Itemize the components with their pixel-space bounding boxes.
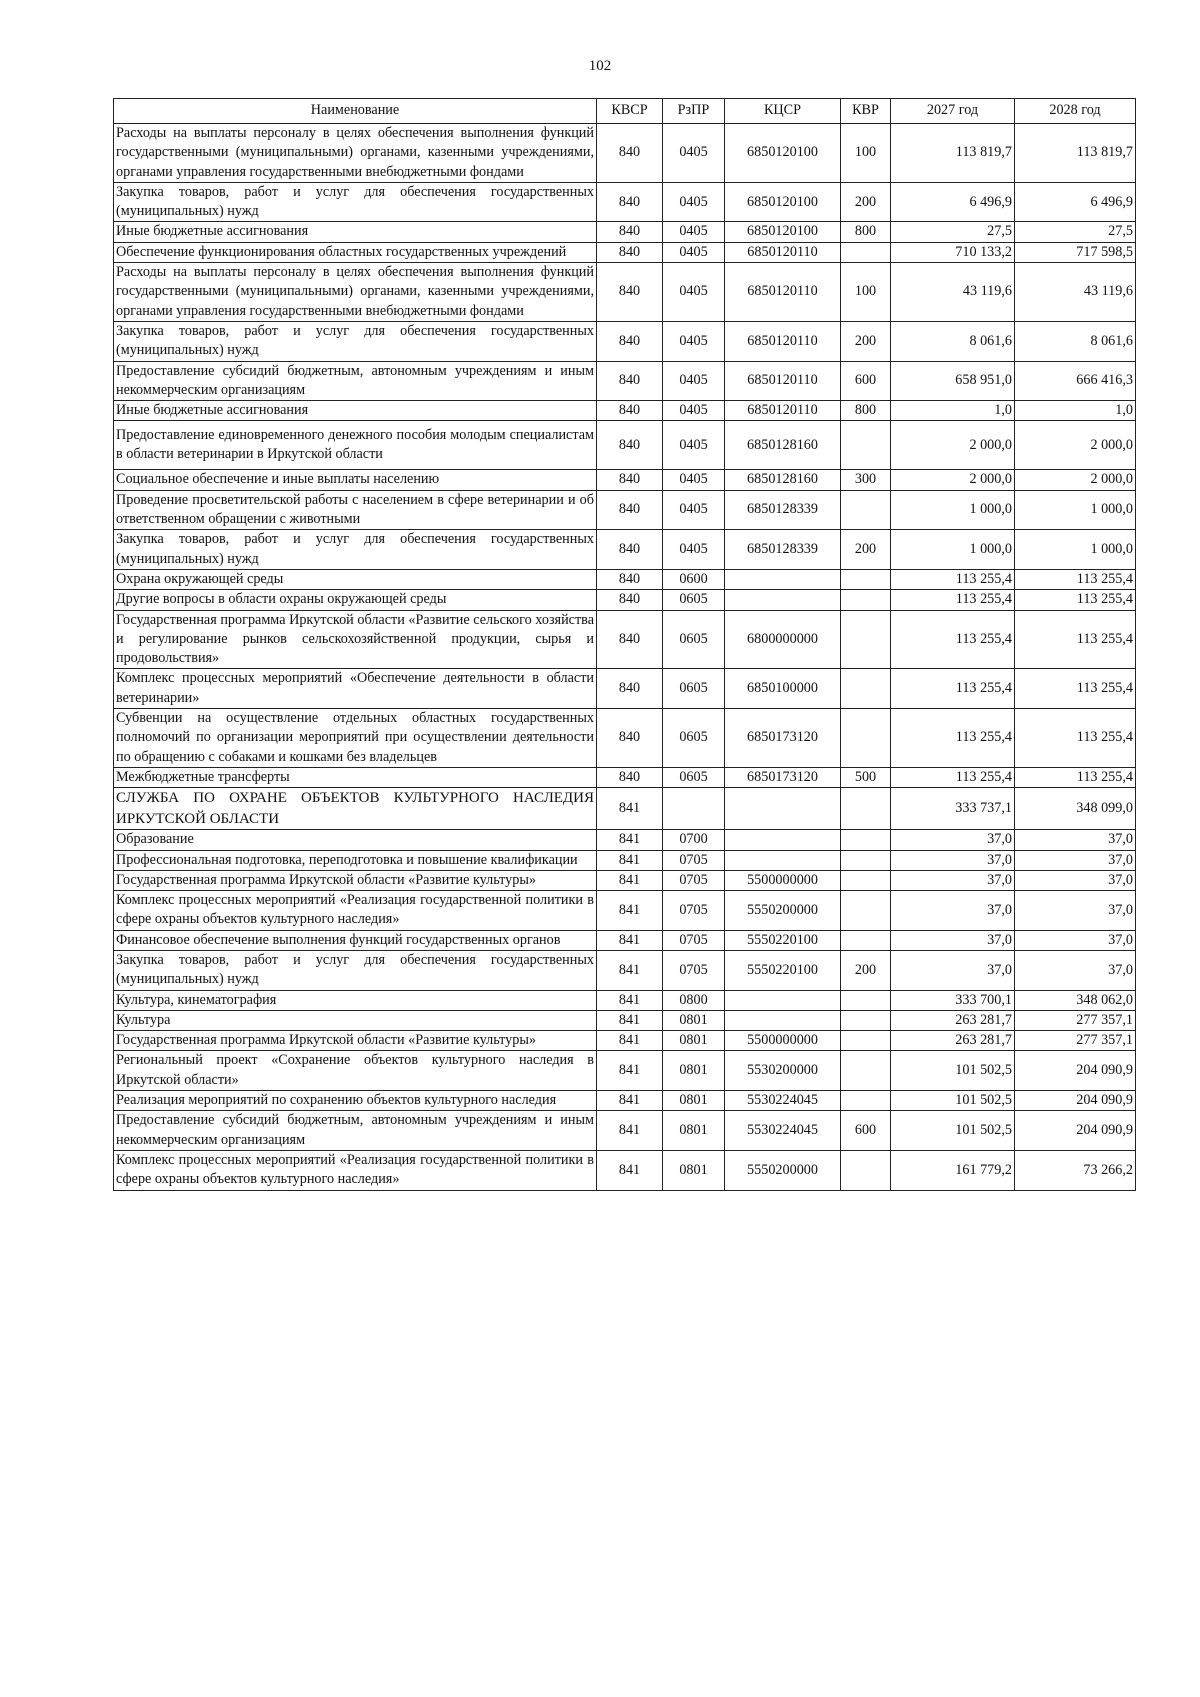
cell-kvsr: 840 [597, 401, 663, 421]
cell-kvsr: 841 [597, 990, 663, 1010]
cell-2028: 37,0 [1015, 870, 1136, 890]
cell-name: Финансовое обеспечение выполнения функций государственных органов [114, 930, 597, 950]
cell-kcsr: 5530224045 [725, 1111, 841, 1151]
table-row [114, 490, 1136, 530]
cell-kcsr [725, 990, 841, 1010]
cell-kvr: 600 [841, 1111, 891, 1151]
cell-kvsr: 841 [597, 788, 663, 830]
cell-rzpr: 0605 [663, 590, 725, 610]
table-row [114, 850, 1136, 870]
cell-2028: 1 000,0 [1015, 490, 1136, 530]
cell-2028: 113 255,4 [1015, 590, 1136, 610]
cell-kvsr: 841 [597, 930, 663, 950]
cell-name: Государственная программа Иркутской области «Развитие культуры» [114, 870, 597, 890]
cell-rzpr: 0801 [663, 1111, 725, 1151]
cell-2027: 101 502,5 [891, 1111, 1015, 1151]
cell-kvr: 300 [841, 470, 891, 490]
cell-rzpr: 0705 [663, 850, 725, 870]
cell-kvr [841, 870, 891, 890]
table-row [114, 401, 1136, 421]
cell-2027: 2 000,0 [891, 421, 1015, 470]
cell-name: Предоставление субсидий бюджетным, автономным учреждениям и иным некоммерческим организациям [114, 361, 597, 401]
cell-kvsr: 841 [597, 1010, 663, 1030]
cell-kcsr [725, 569, 841, 589]
cell-kcsr: 5500000000 [725, 870, 841, 890]
cell-kvsr: 840 [597, 569, 663, 589]
cell-2028: 204 090,9 [1015, 1091, 1136, 1111]
cell-kcsr: 6850120110 [725, 361, 841, 401]
table-row [114, 361, 1136, 401]
cell-2028: 37,0 [1015, 950, 1136, 990]
cell-kcsr: 6850173120 [725, 767, 841, 787]
cell-2028: 204 090,9 [1015, 1051, 1136, 1091]
cell-kcsr: 6850120110 [725, 263, 841, 322]
cell-kvr: 500 [841, 767, 891, 787]
cell-kcsr: 6850128339 [725, 490, 841, 530]
cell-2027: 37,0 [891, 870, 1015, 890]
table-row [114, 709, 1136, 768]
cell-2027: 113 255,4 [891, 669, 1015, 709]
cell-rzpr [663, 788, 725, 830]
cell-kvr [841, 788, 891, 830]
cell-2028: 113 255,4 [1015, 610, 1136, 669]
cell-2027: 113 255,4 [891, 590, 1015, 610]
cell-kvr [841, 1051, 891, 1091]
header-name: Наименование [114, 99, 597, 124]
cell-kcsr: 5550200000 [725, 891, 841, 931]
cell-name: СЛУЖБА ПО ОХРАНЕ ОБЪЕКТОВ КУЛЬТУРНОГО НАСЛЕДИЯ ИРКУТСКОЙ ОБЛАСТИ [114, 788, 597, 830]
table-row [114, 569, 1136, 589]
cell-2027: 113 255,4 [891, 610, 1015, 669]
cell-kcsr: 5550200000 [725, 1150, 841, 1190]
table-row [114, 321, 1136, 361]
table-row [114, 1091, 1136, 1111]
cell-kvsr: 840 [597, 124, 663, 183]
cell-rzpr: 0405 [663, 321, 725, 361]
cell-name: Комплекс процессных мероприятий «Реализация государственной политики в сфере охраны объектов культурного наследия» [114, 1150, 597, 1190]
cell-2028: 37,0 [1015, 891, 1136, 931]
cell-kvsr: 841 [597, 891, 663, 931]
cell-2027: 43 119,6 [891, 263, 1015, 322]
cell-kvr [841, 891, 891, 931]
cell-name: Проведение просветительской работы с населением в сфере ветеринарии и об ответственном обращении с животными [114, 490, 597, 530]
cell-2028: 2 000,0 [1015, 421, 1136, 470]
cell-2028: 666 416,3 [1015, 361, 1136, 401]
cell-2028: 113 255,4 [1015, 569, 1136, 589]
cell-kvsr: 840 [597, 709, 663, 768]
cell-kvsr: 840 [597, 470, 663, 490]
cell-2027: 333 737,1 [891, 788, 1015, 830]
table-row [114, 421, 1136, 470]
cell-kcsr: 6850128160 [725, 470, 841, 490]
cell-rzpr: 0405 [663, 470, 725, 490]
cell-kvr: 200 [841, 530, 891, 570]
table-row [114, 1111, 1136, 1151]
table-row [114, 767, 1136, 787]
header-2027: 2027 год [891, 99, 1015, 124]
cell-2028: 6 496,9 [1015, 182, 1136, 222]
budget-table [113, 98, 1136, 1191]
table-row [114, 950, 1136, 990]
cell-rzpr: 0405 [663, 124, 725, 183]
cell-rzpr: 0800 [663, 990, 725, 1010]
cell-2027: 263 281,7 [891, 1031, 1015, 1051]
cell-rzpr: 0801 [663, 1010, 725, 1030]
cell-2028: 1,0 [1015, 401, 1136, 421]
cell-kcsr [725, 830, 841, 850]
cell-kvr: 100 [841, 263, 891, 322]
cell-kvr: 200 [841, 321, 891, 361]
cell-name: Закупка товаров, работ и услуг для обеспечения государственных (муниципальных) нужд [114, 950, 597, 990]
cell-2028: 27,5 [1015, 222, 1136, 242]
cell-name: Другие вопросы в области охраны окружающей среды [114, 590, 597, 610]
cell-kvr [841, 830, 891, 850]
cell-rzpr: 0600 [663, 569, 725, 589]
header-row [114, 99, 1136, 124]
cell-rzpr: 0405 [663, 490, 725, 530]
cell-kvr: 800 [841, 401, 891, 421]
cell-kcsr: 6850120100 [725, 222, 841, 242]
table-row [114, 1150, 1136, 1190]
cell-rzpr: 0605 [663, 767, 725, 787]
table-row [114, 1010, 1136, 1030]
cell-2028: 37,0 [1015, 930, 1136, 950]
cell-kvsr: 840 [597, 669, 663, 709]
cell-name: Межбюджетные трансферты [114, 767, 597, 787]
cell-kcsr [725, 850, 841, 870]
table-row [114, 182, 1136, 222]
cell-2028: 8 061,6 [1015, 321, 1136, 361]
cell-rzpr: 0801 [663, 1051, 725, 1091]
cell-rzpr: 0405 [663, 242, 725, 262]
cell-kcsr: 6850120110 [725, 242, 841, 262]
table-row [114, 930, 1136, 950]
cell-name: Предоставление единовременного денежного пособия молодым специалистам в области ветеринарии в Иркутской области [114, 421, 597, 470]
table-row [114, 263, 1136, 322]
cell-kvr [841, 1031, 891, 1051]
cell-name: Закупка товаров, работ и услуг для обеспечения государственных (муниципальных) нужд [114, 321, 597, 361]
cell-kvr [841, 610, 891, 669]
cell-kvr: 800 [841, 222, 891, 242]
cell-rzpr: 0705 [663, 891, 725, 931]
cell-2028: 277 357,1 [1015, 1031, 1136, 1051]
table-row [114, 222, 1136, 242]
cell-2027: 113 255,4 [891, 767, 1015, 787]
cell-name: Расходы на выплаты персоналу в целях обеспечения выполнения функций государственными (муниципальными) органами, казенными учреждениями, органами управления государственными внебюджетными фондами [114, 124, 597, 183]
table-row [114, 124, 1136, 183]
cell-rzpr: 0605 [663, 709, 725, 768]
cell-kvsr: 841 [597, 870, 663, 890]
cell-kvr: 600 [841, 361, 891, 401]
cell-kcsr: 6850173120 [725, 709, 841, 768]
cell-name: Обеспечение функционирования областных государственных учреждений [114, 242, 597, 262]
cell-2027: 658 951,0 [891, 361, 1015, 401]
cell-kvsr: 840 [597, 610, 663, 669]
cell-name: Социальное обеспечение и иные выплаты населению [114, 470, 597, 490]
cell-name: Образование [114, 830, 597, 850]
cell-2027: 263 281,7 [891, 1010, 1015, 1030]
cell-kvr [841, 590, 891, 610]
cell-name: Реализация мероприятий по сохранению объектов культурного наследия [114, 1091, 597, 1111]
cell-2027: 113 819,7 [891, 124, 1015, 183]
cell-2028: 43 119,6 [1015, 263, 1136, 322]
cell-2027: 37,0 [891, 950, 1015, 990]
cell-kvr [841, 569, 891, 589]
cell-2028: 113 819,7 [1015, 124, 1136, 183]
cell-2027: 1 000,0 [891, 530, 1015, 570]
cell-name: Иные бюджетные ассигнования [114, 222, 597, 242]
cell-rzpr: 0801 [663, 1150, 725, 1190]
cell-2028: 204 090,9 [1015, 1111, 1136, 1151]
cell-2027: 37,0 [891, 930, 1015, 950]
cell-kcsr: 5550220100 [725, 930, 841, 950]
table-row [114, 610, 1136, 669]
cell-kvsr: 841 [597, 1031, 663, 1051]
cell-2027: 37,0 [891, 891, 1015, 931]
table-header [114, 99, 1136, 124]
cell-kvsr: 841 [597, 850, 663, 870]
cell-name: Расходы на выплаты персоналу в целях обеспечения выполнения функций государственными (муниципальными) органами, казенными учреждениями, органами управления государственными внебюджетными фондами [114, 263, 597, 322]
cell-kvr [841, 669, 891, 709]
page-number: 102 [588, 58, 612, 74]
cell-2028: 37,0 [1015, 850, 1136, 870]
cell-2027: 101 502,5 [891, 1091, 1015, 1111]
cell-kvr [841, 242, 891, 262]
cell-name: Закупка товаров, работ и услуг для обеспечения государственных (муниципальных) нужд [114, 182, 597, 222]
cell-name: Субвенции на осуществление отдельных областных государственных полномочий по организации мероприятий при осуществлении деятельности по обращению с собаками и кошками без владельцев [114, 709, 597, 768]
cell-name: Профессиональная подготовка, переподготовка и повышение квалификации [114, 850, 597, 870]
table-row [114, 590, 1136, 610]
cell-kvsr: 840 [597, 590, 663, 610]
table-row [114, 788, 1136, 830]
cell-2028: 2 000,0 [1015, 470, 1136, 490]
cell-kcsr: 5530224045 [725, 1091, 841, 1111]
cell-rzpr: 0405 [663, 222, 725, 242]
cell-2027: 6 496,9 [891, 182, 1015, 222]
cell-kcsr: 6850128339 [725, 530, 841, 570]
header-rzpr: РзПР [663, 99, 725, 124]
cell-2027: 27,5 [891, 222, 1015, 242]
cell-kvsr: 841 [597, 1091, 663, 1111]
cell-name: Культура, кинематография [114, 990, 597, 1010]
cell-rzpr: 0801 [663, 1091, 725, 1111]
cell-kvr [841, 421, 891, 470]
cell-rzpr: 0605 [663, 610, 725, 669]
cell-kvsr: 841 [597, 950, 663, 990]
cell-kcsr: 6850128160 [725, 421, 841, 470]
cell-kvr [841, 709, 891, 768]
cell-rzpr: 0405 [663, 530, 725, 570]
cell-2028: 37,0 [1015, 830, 1136, 850]
table-row [114, 1051, 1136, 1091]
cell-2028: 717 598,5 [1015, 242, 1136, 262]
cell-2028: 113 255,4 [1015, 669, 1136, 709]
cell-rzpr: 0405 [663, 421, 725, 470]
cell-2027: 2 000,0 [891, 470, 1015, 490]
cell-rzpr: 0405 [663, 401, 725, 421]
cell-rzpr: 0705 [663, 950, 725, 990]
cell-rzpr: 0405 [663, 263, 725, 322]
cell-rzpr: 0705 [663, 870, 725, 890]
cell-kcsr [725, 1010, 841, 1030]
header-2028: 2028 год [1015, 99, 1136, 124]
cell-kvr [841, 1010, 891, 1030]
table-row [114, 242, 1136, 262]
cell-kvr [841, 1150, 891, 1190]
cell-2027: 8 061,6 [891, 321, 1015, 361]
cell-2027: 333 700,1 [891, 990, 1015, 1010]
cell-2027: 37,0 [891, 850, 1015, 870]
cell-kvsr: 841 [597, 1150, 663, 1190]
cell-2027: 710 133,2 [891, 242, 1015, 262]
cell-2027: 161 779,2 [891, 1150, 1015, 1190]
cell-name: Закупка товаров, работ и услуг для обеспечения государственных (муниципальных) нужд [114, 530, 597, 570]
header-kvr: КВР [841, 99, 891, 124]
cell-kvsr: 841 [597, 1111, 663, 1151]
table-row [114, 990, 1136, 1010]
cell-2028: 113 255,4 [1015, 767, 1136, 787]
cell-kcsr [725, 788, 841, 830]
cell-kvsr: 840 [597, 321, 663, 361]
cell-rzpr: 0705 [663, 930, 725, 950]
table-body [114, 124, 1136, 1191]
cell-name: Комплекс процессных мероприятий «Обеспечение деятельности в области ветеринарии» [114, 669, 597, 709]
cell-name: Государственная программа Иркутской области «Развитие сельского хозяйства и регулирование рынков сельскохозяйственной продукции, сырья и продовольствия» [114, 610, 597, 669]
cell-name: Культура [114, 1010, 597, 1030]
cell-rzpr: 0605 [663, 669, 725, 709]
cell-kvsr: 841 [597, 830, 663, 850]
cell-rzpr: 0405 [663, 361, 725, 401]
cell-kcsr: 5500000000 [725, 1031, 841, 1051]
cell-kcsr: 6850120100 [725, 124, 841, 183]
table-row [114, 669, 1136, 709]
cell-2027: 113 255,4 [891, 569, 1015, 589]
cell-2028: 113 255,4 [1015, 709, 1136, 768]
cell-kvr [841, 930, 891, 950]
cell-2028: 73 266,2 [1015, 1150, 1136, 1190]
cell-kcsr [725, 590, 841, 610]
cell-kvsr: 840 [597, 530, 663, 570]
cell-kvsr: 841 [597, 1051, 663, 1091]
cell-2027: 113 255,4 [891, 709, 1015, 768]
cell-kcsr: 6800000000 [725, 610, 841, 669]
cell-2028: 348 099,0 [1015, 788, 1136, 830]
cell-rzpr: 0801 [663, 1031, 725, 1051]
cell-kvsr: 840 [597, 767, 663, 787]
cell-kvsr: 840 [597, 242, 663, 262]
cell-kcsr: 6850120110 [725, 401, 841, 421]
cell-2027: 101 502,5 [891, 1051, 1015, 1091]
cell-kvsr: 840 [597, 361, 663, 401]
cell-2027: 1 000,0 [891, 490, 1015, 530]
cell-kcsr: 5530200000 [725, 1051, 841, 1091]
cell-kvr: 100 [841, 124, 891, 183]
table-row [114, 1031, 1136, 1051]
cell-kvsr: 840 [597, 222, 663, 242]
cell-kvsr: 840 [597, 182, 663, 222]
cell-kcsr: 6850120110 [725, 321, 841, 361]
cell-name: Региональный проект «Сохранение объектов культурного наследия в Иркутской области» [114, 1051, 597, 1091]
cell-2027: 1,0 [891, 401, 1015, 421]
cell-kvsr: 840 [597, 263, 663, 322]
cell-2028: 277 357,1 [1015, 1010, 1136, 1030]
cell-rzpr: 0700 [663, 830, 725, 850]
cell-name: Государственная программа Иркутской области «Развитие культуры» [114, 1031, 597, 1051]
cell-kvr [841, 850, 891, 870]
cell-name: Иные бюджетные ассигнования [114, 401, 597, 421]
cell-kvr: 200 [841, 950, 891, 990]
table-row [114, 470, 1136, 490]
cell-kvr [841, 1091, 891, 1111]
cell-2027: 37,0 [891, 830, 1015, 850]
cell-2028: 1 000,0 [1015, 530, 1136, 570]
cell-kcsr: 6850100000 [725, 669, 841, 709]
cell-kcsr: 6850120100 [725, 182, 841, 222]
cell-name: Предоставление субсидий бюджетным, автономным учреждениям и иным некоммерческим организациям [114, 1111, 597, 1151]
table-row [114, 870, 1136, 890]
cell-kvr: 200 [841, 182, 891, 222]
table-row [114, 891, 1136, 931]
table-row [114, 530, 1136, 570]
header-kvsr: КВСР [597, 99, 663, 124]
cell-kvsr: 840 [597, 490, 663, 530]
cell-kcsr: 5550220100 [725, 950, 841, 990]
cell-name: Комплекс процессных мероприятий «Реализация государственной политики в сфере охраны объектов культурного наследия» [114, 891, 597, 931]
cell-kvsr: 840 [597, 421, 663, 470]
cell-2028: 348 062,0 [1015, 990, 1136, 1010]
cell-kvr [841, 490, 891, 530]
cell-name: Охрана окружающей среды [114, 569, 597, 589]
cell-kvr [841, 990, 891, 1010]
table-row [114, 830, 1136, 850]
cell-rzpr: 0405 [663, 182, 725, 222]
header-kcsr: КЦСР [725, 99, 841, 124]
